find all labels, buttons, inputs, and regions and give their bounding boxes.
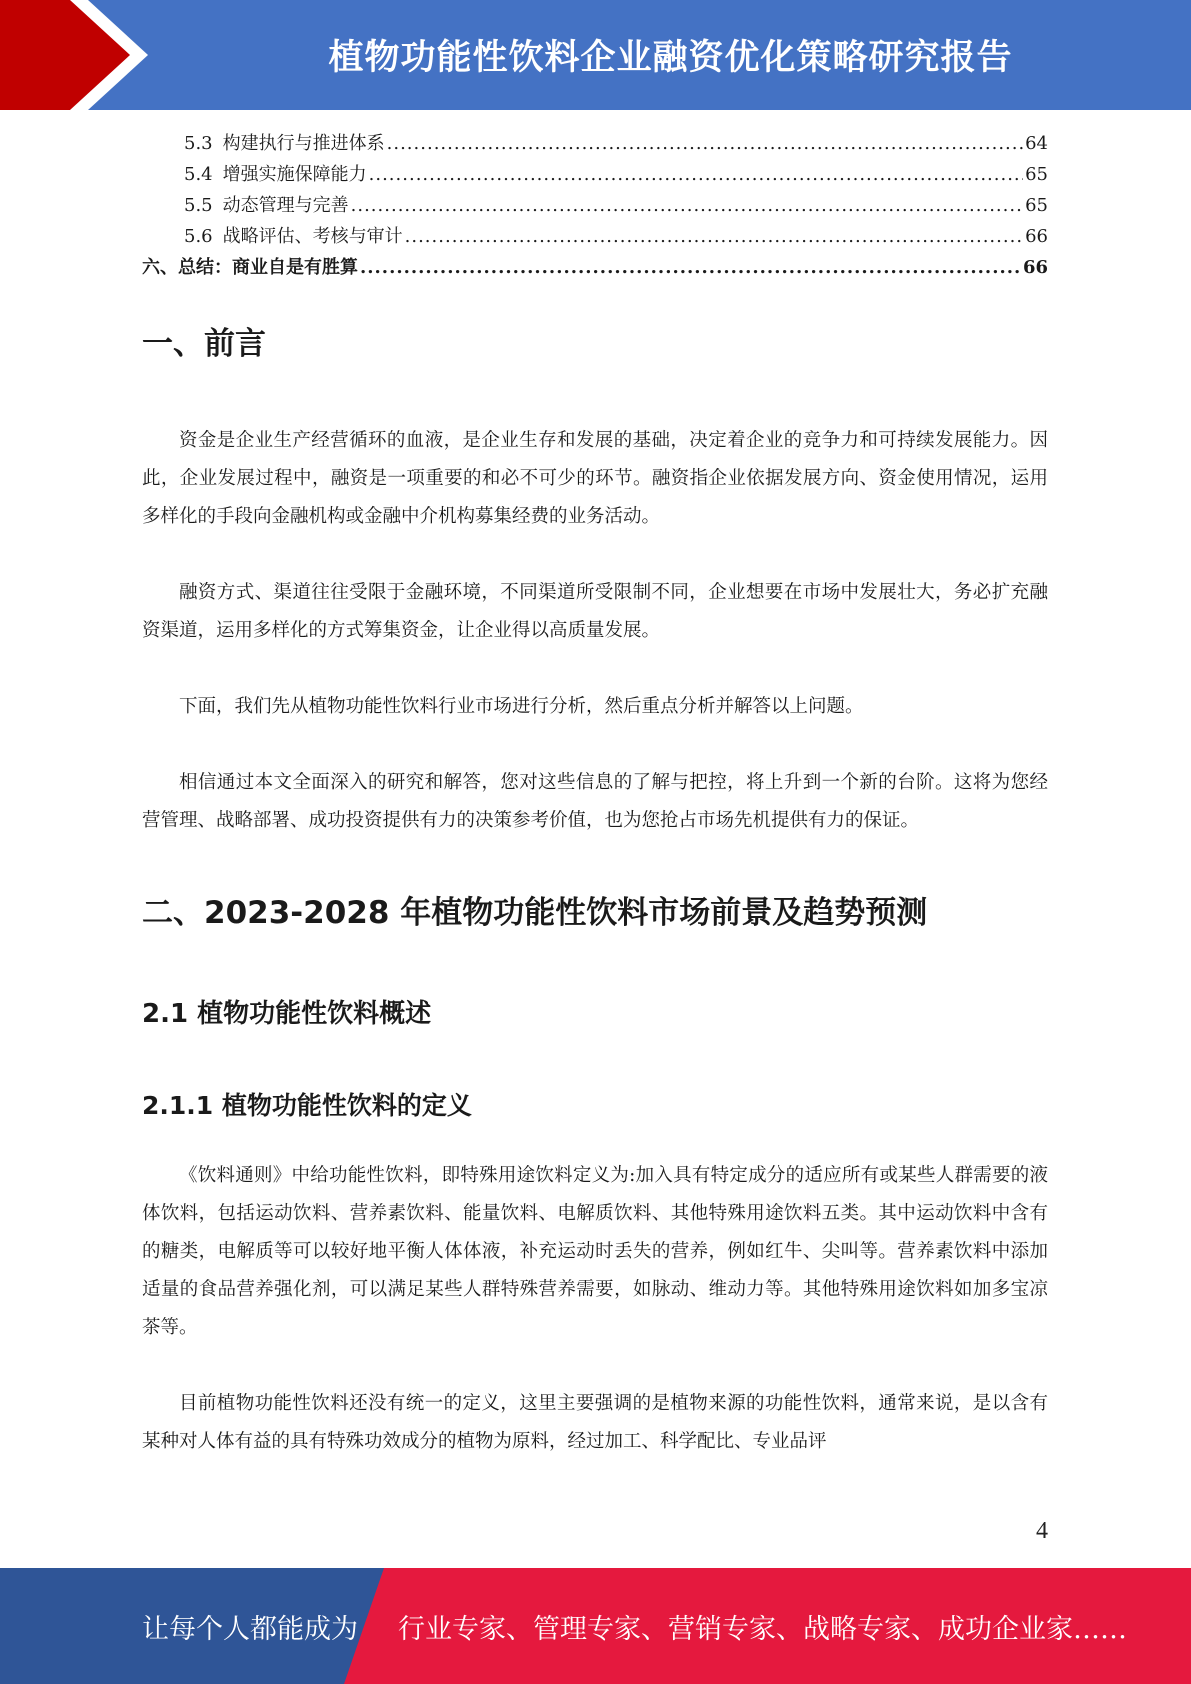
- toc-entry-number: 5.4: [184, 164, 213, 185]
- page-number: 4: [1036, 1518, 1048, 1544]
- body-paragraph: 融资方式、渠道往往受限于金融环境，不同渠道所受限制不同，企业想要在市场中发展壮大，务必扩充融资渠道，运用多样化的方式筹集资金，让企业得以高质量发展。: [142, 582, 1048, 641]
- toc-entry-page: 66: [1022, 257, 1048, 278]
- toc-entry-number: 5.3: [184, 133, 213, 154]
- body-paragraph: 目前植物功能性饮料还没有统一的定义，这里主要强调的是植物来源的功能性饮料，通常来说，是以含有某种对人体有益的具有特殊功效成分的植物为原料，经过加工、科学配比、专业品评: [142, 1393, 1048, 1452]
- page-footer: [0, 1568, 1191, 1684]
- toc-entry[interactable]: [142, 221, 1048, 252]
- header-arrow-icon: [0, 0, 160, 110]
- footer-slogan-right: 行业专家、管理专家、营销专家、战略专家、成功企业家……: [398, 1613, 1127, 1645]
- body-paragraph: 下面，我们先从植物功能性饮料行业市场进行分析，然后重点分析并解答以上问题。: [179, 696, 864, 717]
- body-paragraph: 相信通过本文全面深入的研究和解答，您对这些信息的了解与把控，将上升到一个新的台阶。这将为您经营管理、战略部署、成功投资提供有力的决策参考价值，也为您抢占市场先机提供有力的保证。: [142, 772, 1048, 831]
- toc-leader: [405, 221, 1023, 252]
- report-body: [142, 318, 1048, 1461]
- toc-entry-title: 增强实施保障能力: [222, 164, 367, 185]
- toc-entry-title: 六、总结：商业自是有胜算: [142, 257, 358, 278]
- report-title: 植物功能性饮料企业融资优化策略研究报告: [328, 38, 1013, 78]
- toc-entry-page: 65: [1025, 164, 1048, 185]
- toc-entry-title: 动态管理与完善: [222, 195, 349, 216]
- toc-entry-number: 5.6: [184, 226, 213, 247]
- body-paragraph: 资金是企业生产经营循环的血液，是企业生存和发展的基础，决定着企业的竞争力和可持续发展能力。因此，企业发展过程中，融资是一项重要的和必不可少的环节。融资指企业依据发展方向、资金使用情况，运用多样化的手段向金融机构或金融中介机构募集经费的业务活动。: [142, 430, 1048, 527]
- toc-leader: [360, 252, 1021, 283]
- toc-entry[interactable]: [142, 128, 1048, 159]
- toc-entry[interactable]: [142, 190, 1048, 221]
- page-header: [0, 0, 1191, 110]
- toc-entry[interactable]: [142, 252, 1048, 283]
- subsection-heading: 2.1 植物功能性饮料概述: [142, 999, 432, 1029]
- toc-leader: [369, 159, 1023, 190]
- toc-entry-number: 5.5: [184, 195, 213, 216]
- subsubsection-heading: 2.1.1 植物功能性饮料的定义: [142, 1091, 472, 1120]
- toc-entry-title: 战略评估、考核与审计: [222, 226, 403, 247]
- toc-leader: [351, 190, 1023, 221]
- toc-entry-page: 64: [1025, 133, 1048, 154]
- body-paragraph: 《饮料通则》中给功能性饮料，即特殊用途饮料定义为:加入具有特定成分的适应所有或某些人群需要的液体饮料，包括运动饮料、营养素饮料、能量饮料、电解质饮料、其他特殊用途饮料五类。其中运动饮料中含有的糖类，电解质等可以较好地平衡人体体液，补充运动时丢失的营养，例如红牛、尖叫等。营养素饮料中添加适量的食品营养强化剂，可以满足某些人群特殊营养需要，如脉动、维动力等。其他特殊用途饮料如加多宝凉茶等。: [142, 1165, 1048, 1338]
- toc-entry-page: 66: [1025, 226, 1048, 247]
- toc-entry[interactable]: [142, 159, 1048, 190]
- toc-entry-title: 构建执行与推进体系: [222, 133, 385, 154]
- toc-entry-page: 65: [1025, 195, 1048, 216]
- footer-slogan-left: 让每个人都能成为: [142, 1613, 358, 1645]
- table-of-contents: [142, 128, 1048, 283]
- toc-leader: [387, 128, 1023, 159]
- section-heading: 二、2023-2028 年植物功能性饮料市场前景及趋势预测: [142, 895, 928, 931]
- section-heading: 一、前言: [142, 326, 266, 362]
